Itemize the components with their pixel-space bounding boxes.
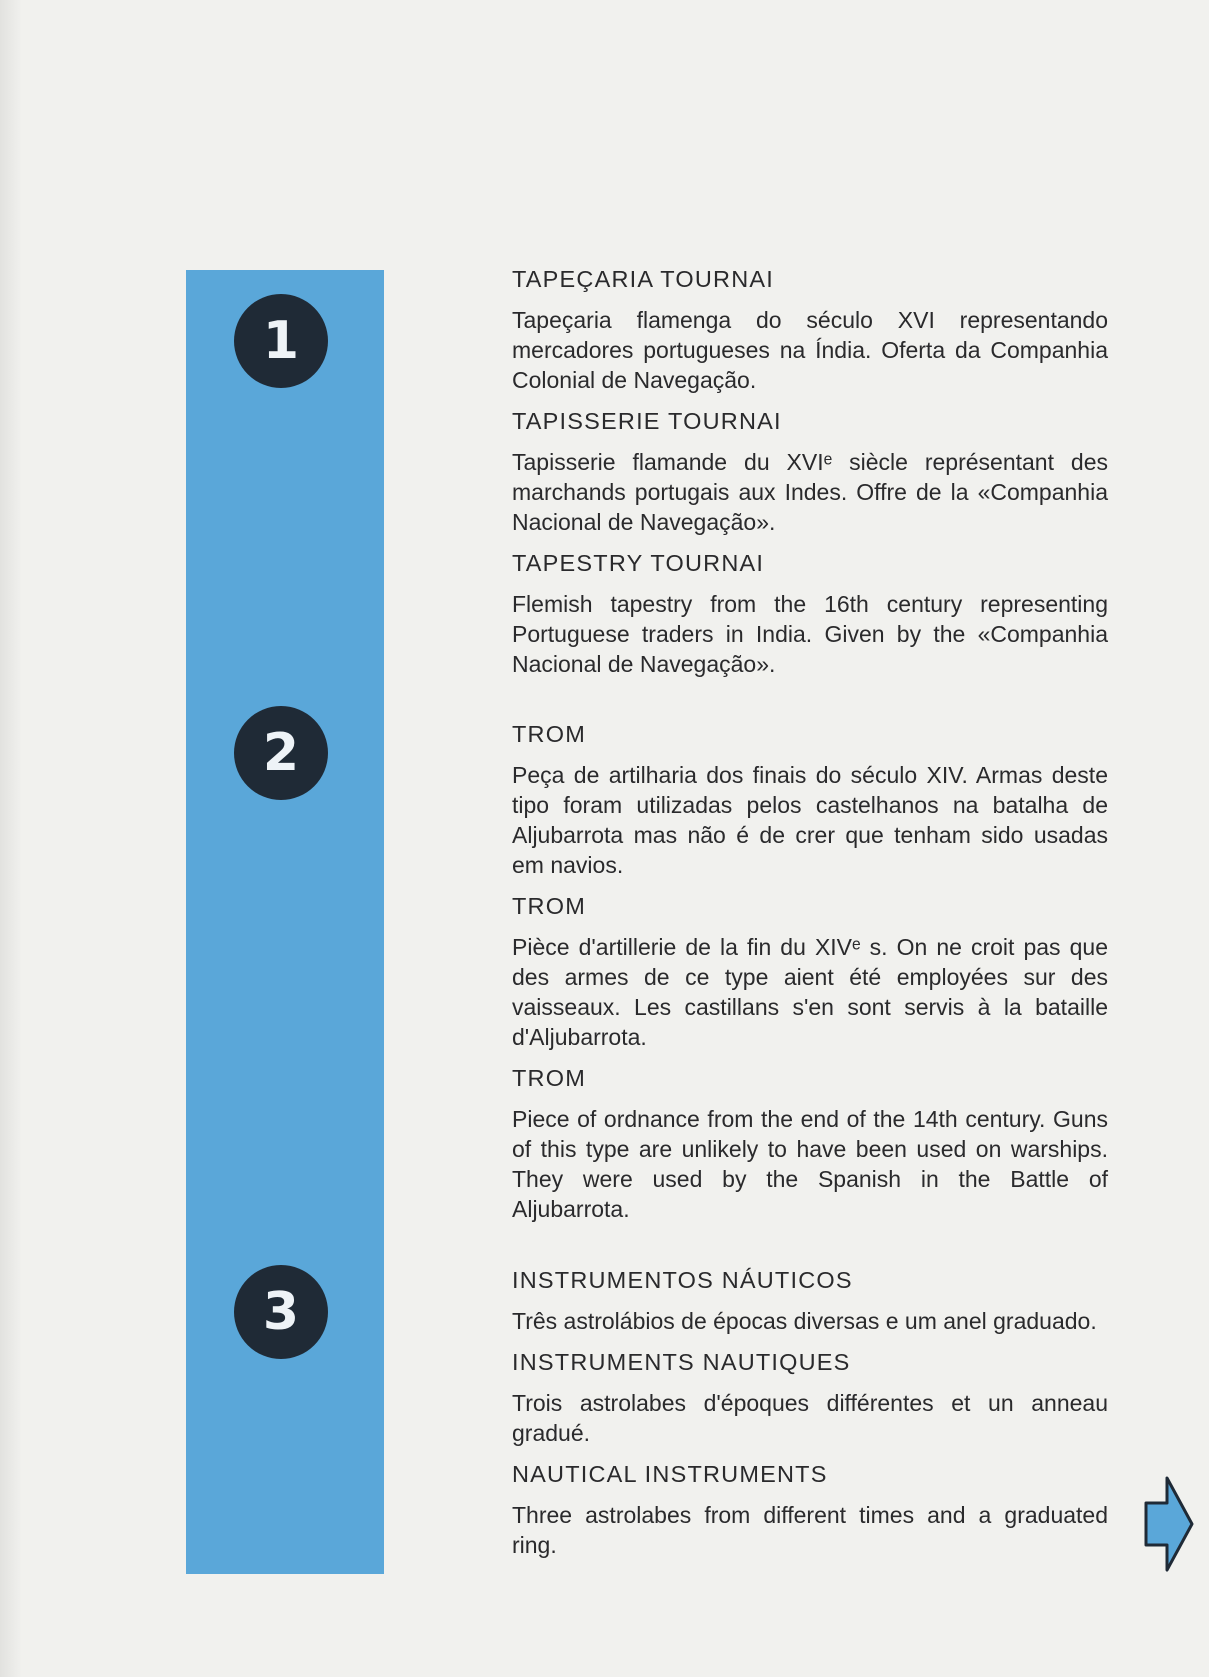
entry-title: TAPESTRY TOURNAI xyxy=(512,550,765,576)
entry-text: Peça de artilharia dos finais do século XIV. Armas deste tipo foram utilizadas pelos castelhanos na batalha de Aljubarrota mas não é de crer que tenham sido usadas em navios. xyxy=(512,762,1108,878)
entry-text: Pièce d'artillerie de la fin du XIVᵉ s. On ne croit pas que des armes de ce type aient été employées sur des vaisseaux. Les castillans s'en sont servis à la bataille d'Aljubarrota. xyxy=(512,934,1108,1050)
entry-title: TAPEÇARIA TOURNAI xyxy=(512,266,774,292)
entry-title: TAPISSERIE TOURNAI xyxy=(512,408,782,434)
entry-title: INSTRUMENTOS NÁUTICOS xyxy=(512,1267,853,1293)
entry-text: Tapisserie flamande du XVIᵉ siècle représentant des marchands portugais aux Indes. Offre de la «Companhia Nacional de Navegação». xyxy=(512,449,1108,535)
entry-text: Tapeçaria flamenga do século XVI representando mercadores portugueses na Índia. Oferta da Companhia Colonial de Navegação. xyxy=(512,307,1108,393)
section-nautical-instruments xyxy=(512,1264,1108,1570)
entry-title: TROM xyxy=(512,721,586,747)
number-badge-2: 2 xyxy=(234,706,328,800)
entry-text: Flemish tapestry from the 16th century representing Portuguese traders in India. Given by the «Companhia Nacional de Navegação». xyxy=(512,591,1108,677)
entry-title: INSTRUMENTS NAUTIQUES xyxy=(512,1349,851,1375)
section-trom xyxy=(512,718,1108,1234)
entry-title: TROM xyxy=(512,1065,586,1091)
number-badge-3: 3 xyxy=(234,1265,328,1359)
entry-title: NAUTICAL INSTRUMENTS xyxy=(512,1461,828,1487)
entry-title: TROM xyxy=(512,893,586,919)
number-badge-1: 1 xyxy=(234,294,328,388)
section-tapestry xyxy=(512,263,1108,689)
entry-text: Three astrolabes from different times and a graduated ring. xyxy=(512,1502,1108,1558)
next-page-arrow-icon[interactable] xyxy=(1143,1475,1195,1573)
page-spine-shadow xyxy=(0,0,22,1677)
entry-text: Trois astrolabes d'époques différentes et un anneau gradué. xyxy=(512,1390,1108,1446)
blue-sidebar-band xyxy=(186,270,384,1574)
entry-text: Três astrolábios de épocas diversas e um anel graduado. xyxy=(512,1308,1097,1334)
entry-text: Piece of ordnance from the end of the 14th century. Guns of this type are unlikely to have been used on warships. They were used by the Spanish in the Battle of Aljubarrota. xyxy=(512,1106,1108,1222)
